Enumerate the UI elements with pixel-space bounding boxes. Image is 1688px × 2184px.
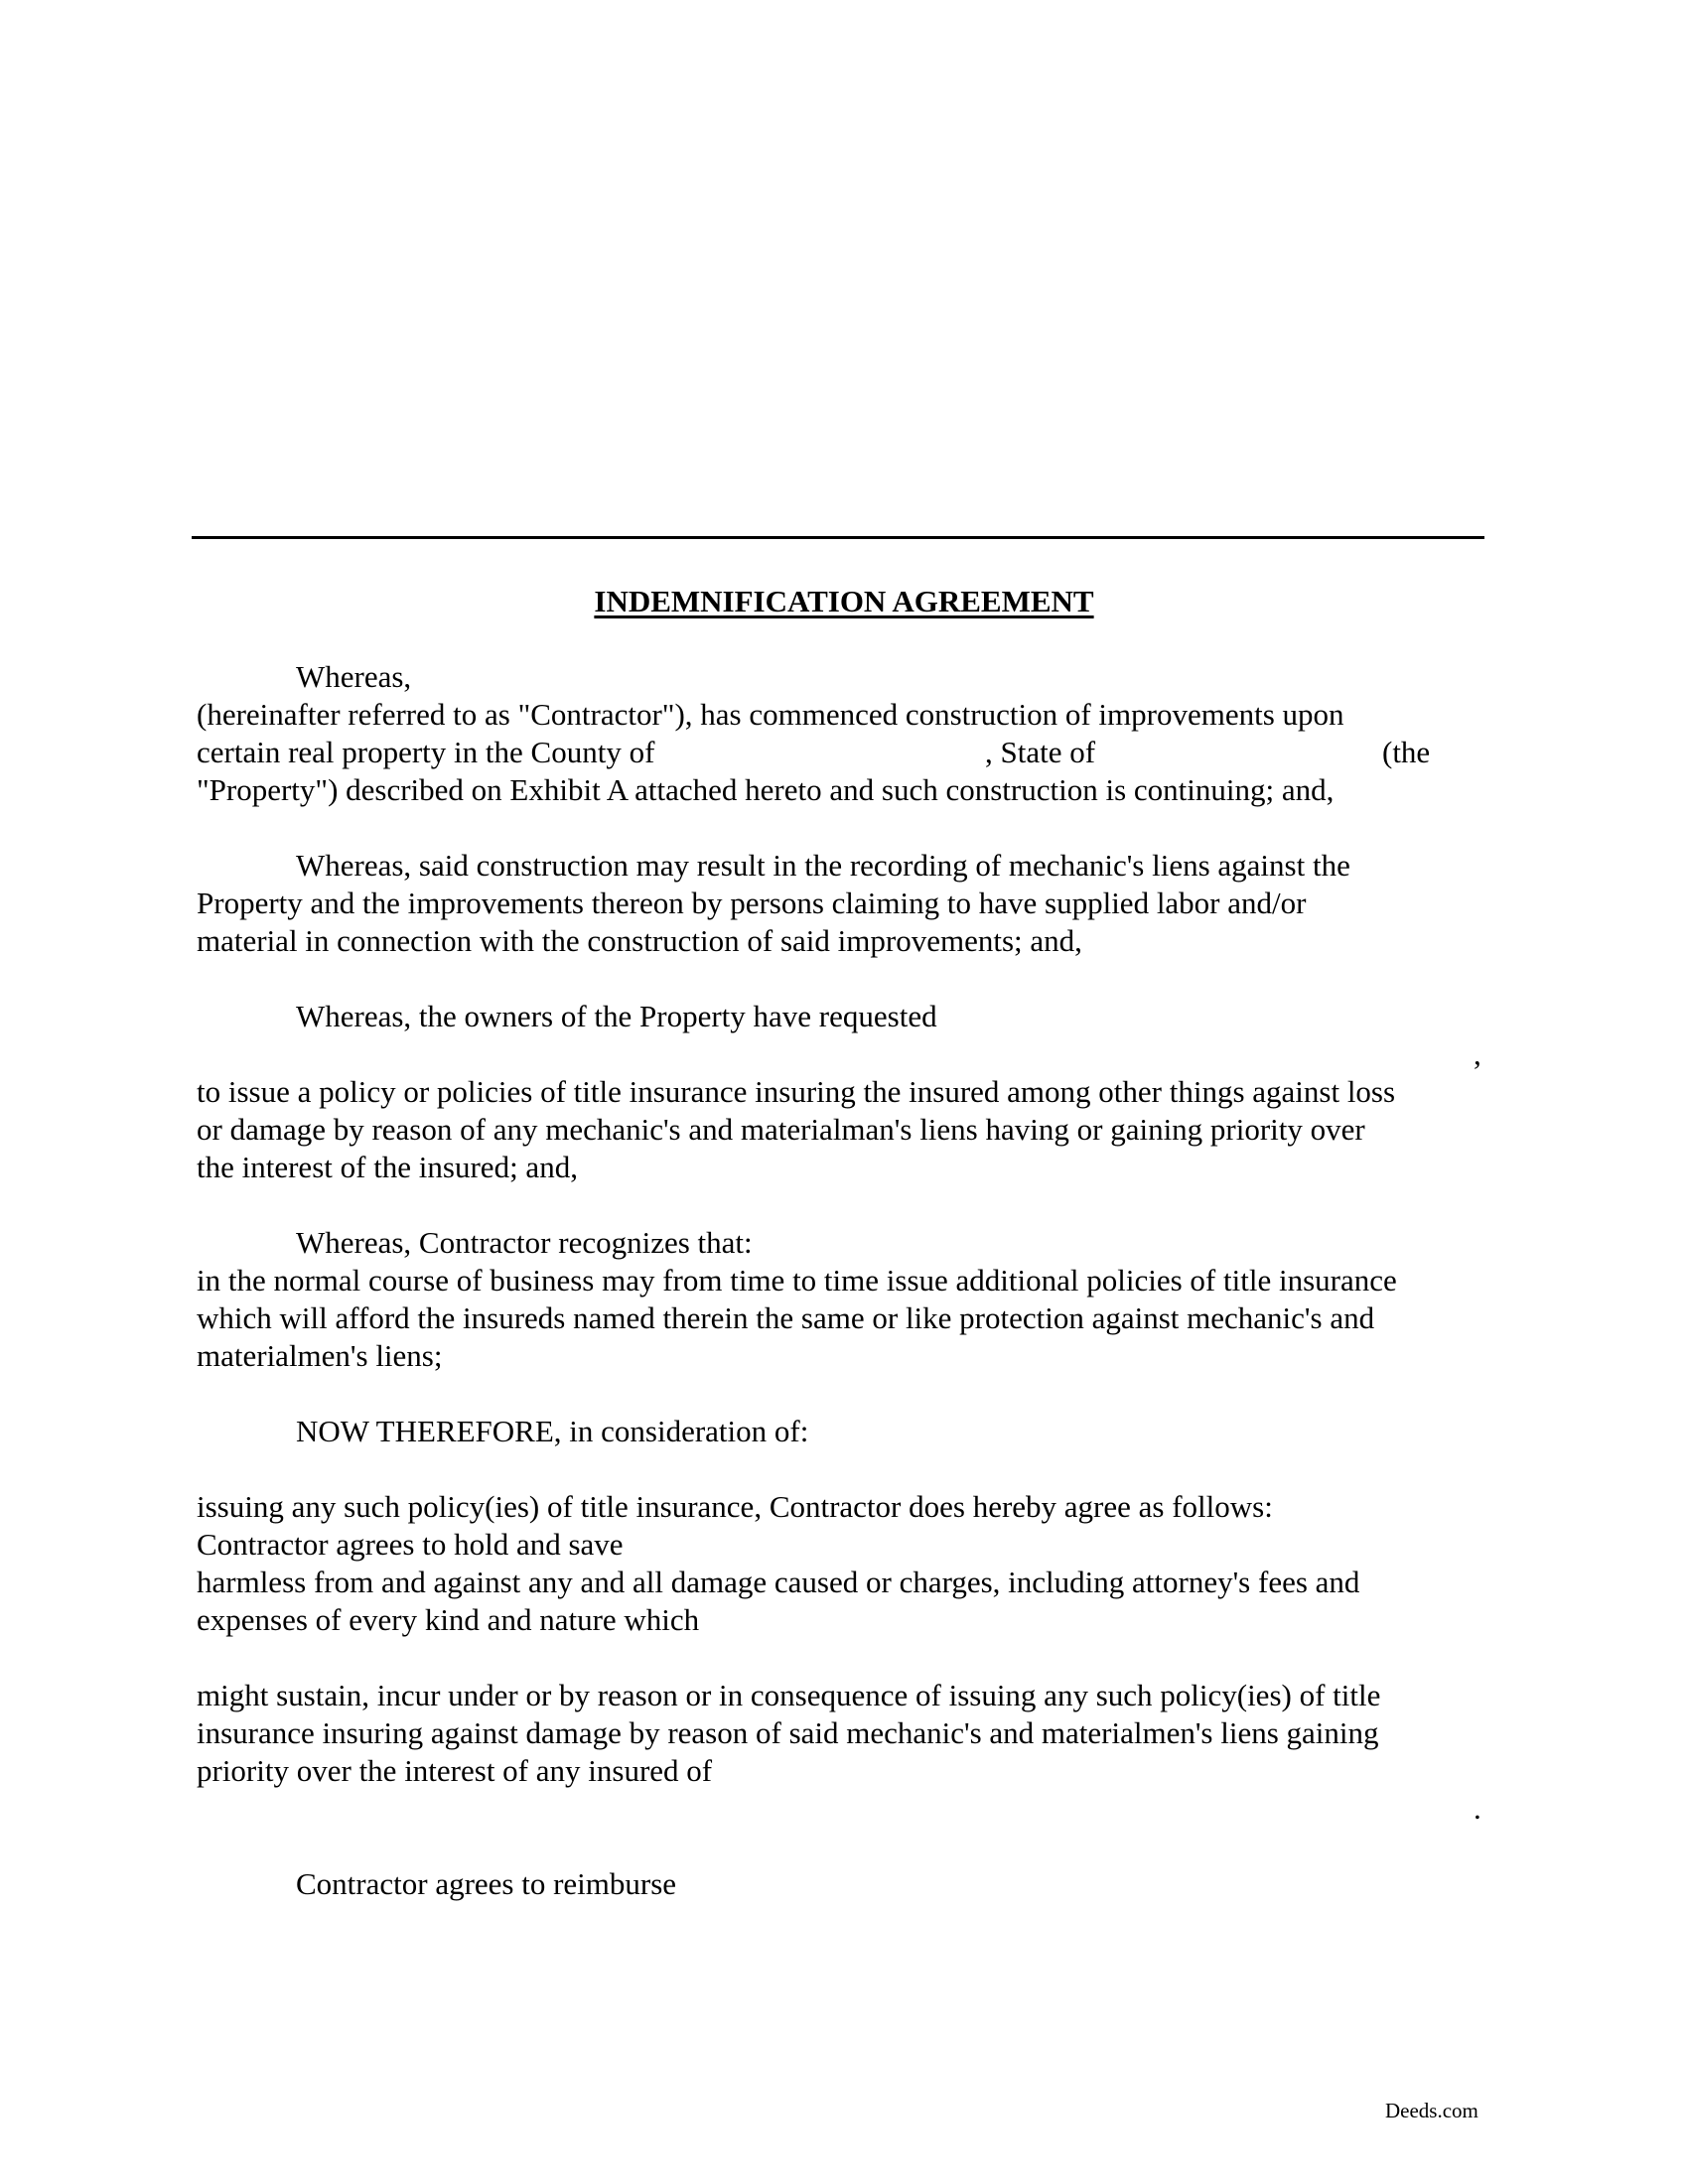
p2-line-2: Property and the improvements thereon by persons claiming to have supplied labor and/or [197,886,1307,920]
p6-trailing-period: . [1474,1791,1481,1826]
p5-line-3: Contractor agrees to hold and save [197,1527,624,1562]
p3-trailing-comma: , [1474,1036,1481,1071]
p6-line-1: might sustain, incur under or by reason or in consequence of issuing any such policy(ies) of title [197,1678,1381,1712]
p4-line-4: materialmen's liens; [197,1338,443,1373]
p1-line-4: "Property") described on Exhibit A attached hereto and such construction is continuing; and, [197,772,1335,807]
p5-line-1: NOW THEREFORE, in consideration of: [296,1414,809,1448]
p4-line-2: in the normal course of business may from time to time issue additional policies of title insurance [197,1263,1397,1297]
p3-line-1: Whereas, the owners of the Property have requested [296,999,937,1033]
p1-line-2: (hereinafter referred to as "Contractor"), has commenced construction of improvements upon [197,697,1344,732]
top-rule [192,536,1484,539]
p5-line-5: expenses of every kind and nature which [197,1602,700,1637]
p4-line-1: Whereas, Contractor recognizes that: [296,1225,753,1260]
p6-line-2: insurance insuring against damage by reason of said mechanic's and materialmen's liens gaining [197,1715,1379,1750]
p1-line-1: Whereas, [296,659,412,694]
p6-line-3: priority over the interest of any insured of [197,1753,713,1788]
p1-line-3a: certain real property in the County of [197,735,655,769]
p3-line-2: to issue a policy or policies of title insurance insuring the insured among other things against loss [197,1074,1396,1109]
document-title-text: INDEMNIFICATION AGREEMENT [594,584,1094,618]
document-title [0,583,1688,620]
p1-line-3b: , State of [985,735,1096,769]
p2-line-1: Whereas, said construction may result in the recording of mechanic's liens against the [296,848,1350,883]
p1-line-3c: (the [1382,735,1431,769]
p3-line-3: or damage by reason of any mechanic's and materialman's liens having or gaining priority over [197,1112,1365,1147]
p7-line-1: Contractor agrees to reimburse [296,1866,677,1901]
footer-brand: Deeds.com [1385,2099,1478,2122]
p5-line-2: issuing any such policy(ies) of title insurance, Contractor does hereby agree as follows: [197,1489,1273,1524]
p4-line-3: which will afford the insureds named therein the same or like protection against mechanic's and [197,1300,1375,1335]
p2-line-3: material in connection with the construction of said improvements; and, [197,923,1082,958]
p5-line-4: harmless from and against any and all damage caused or charges, including attorney's fees and [197,1565,1360,1599]
p3-line-4: the interest of the insured; and, [197,1150,578,1184]
